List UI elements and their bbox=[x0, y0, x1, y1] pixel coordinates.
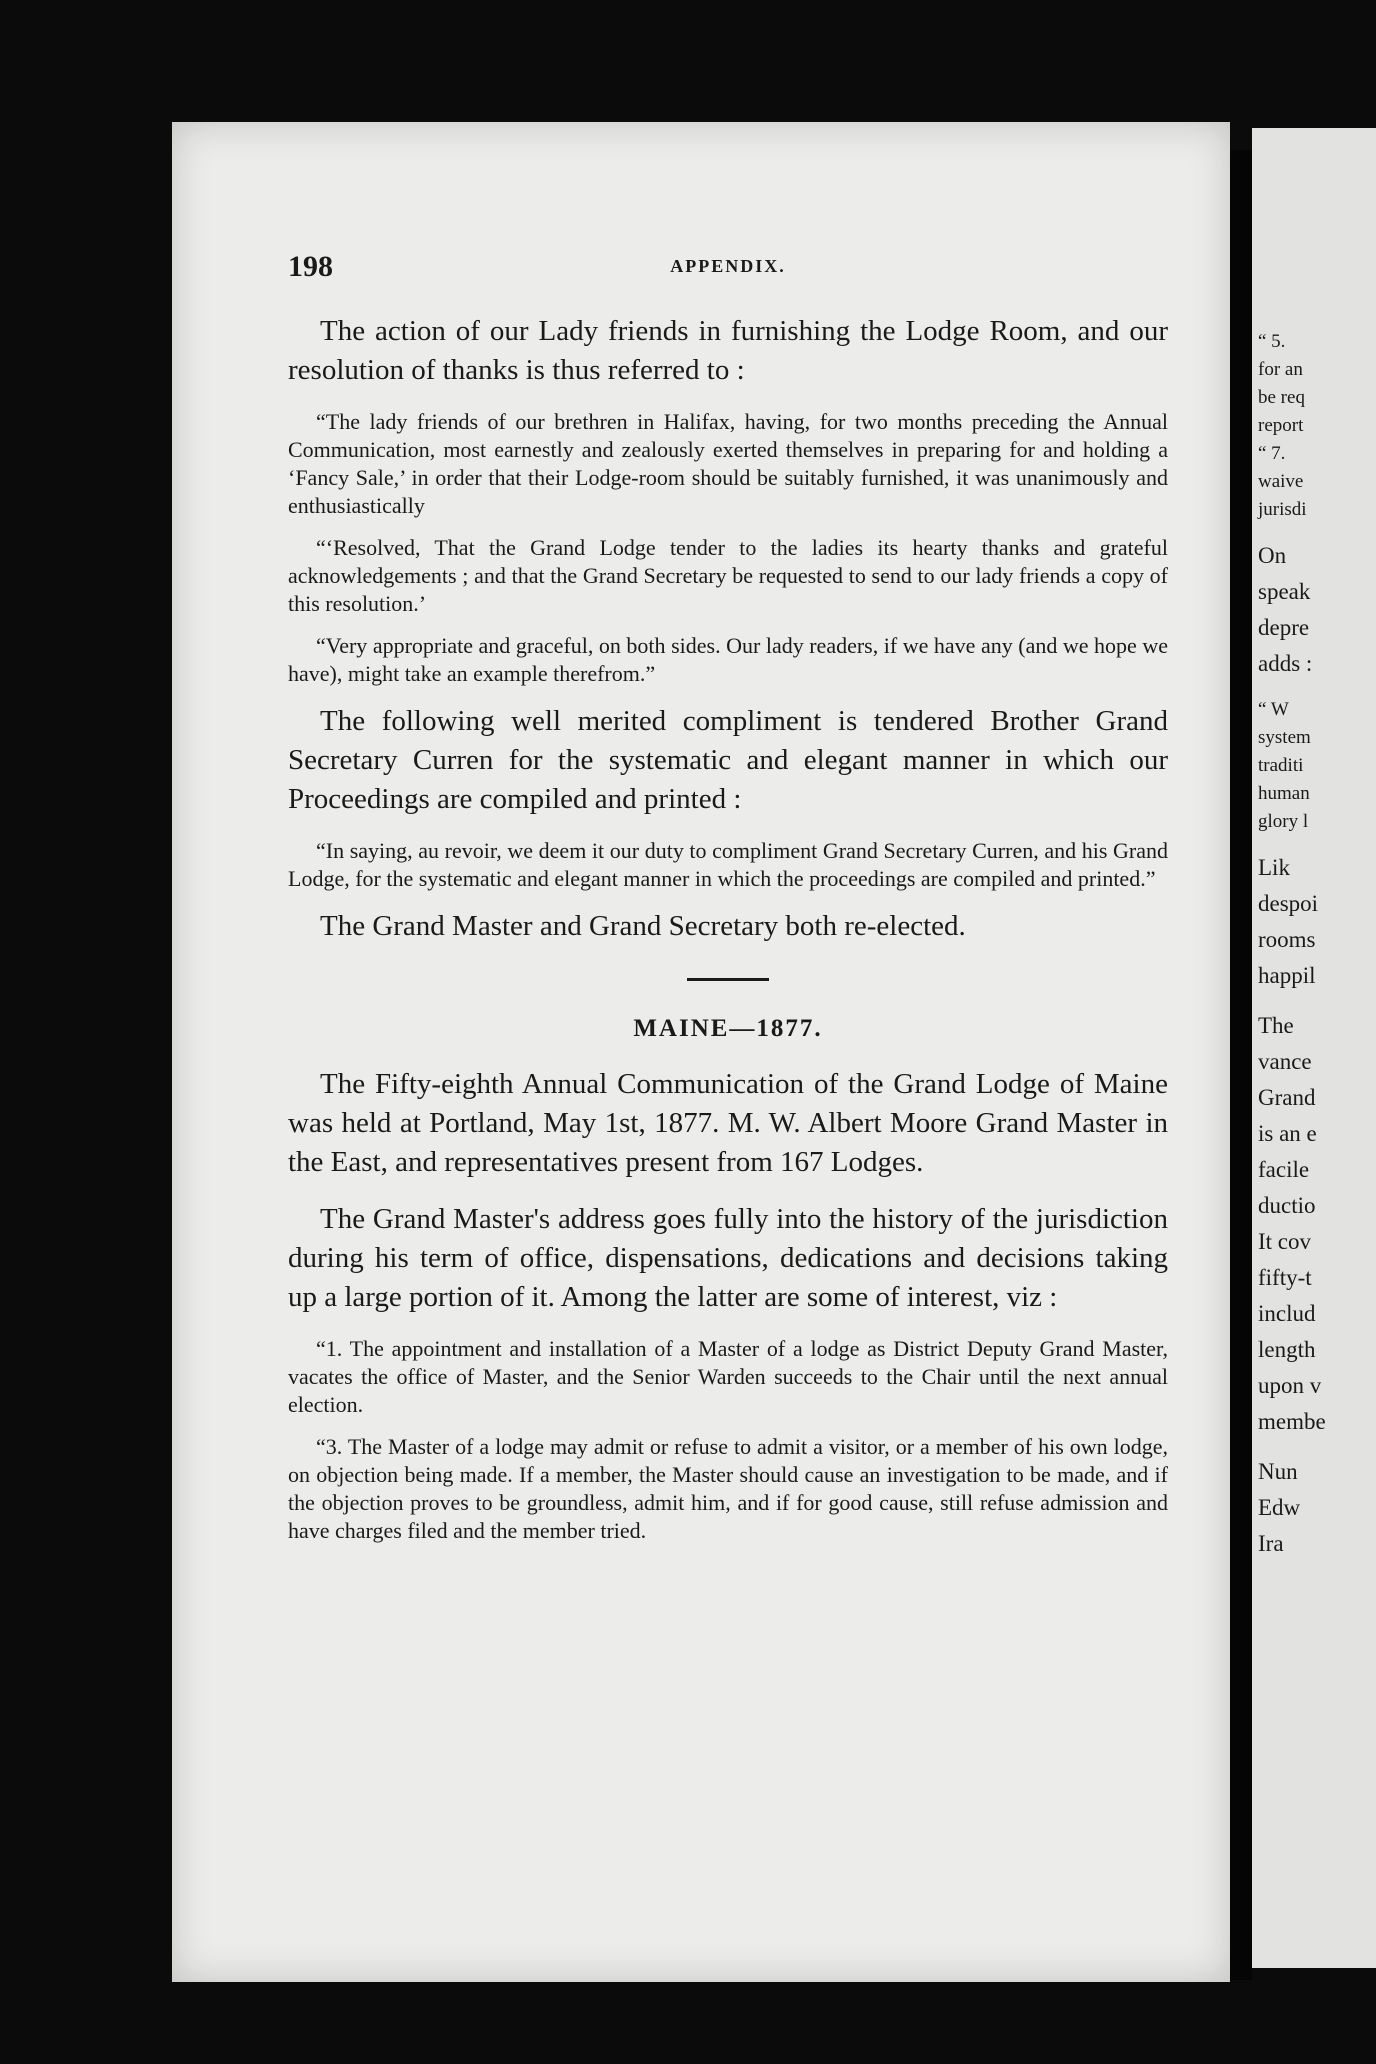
adjacent-line: Ira bbox=[1258, 1531, 1284, 1556]
adjacent-line: Edw bbox=[1258, 1495, 1301, 1520]
adjacent-line: “ 7. bbox=[1258, 443, 1286, 464]
adjacent-line: speak bbox=[1258, 579, 1311, 604]
adjacent-line: ductio bbox=[1258, 1193, 1316, 1218]
adjacent-line: Grand bbox=[1258, 1085, 1316, 1110]
adjacent-page-fragment bbox=[1252, 128, 1376, 1968]
adjacent-line: upon v bbox=[1258, 1373, 1322, 1398]
adjacent-line: jurisdi bbox=[1258, 499, 1307, 520]
quote-decision-3: “3. The Master of a lodge may admit or refuse to admit a visitor, or a member of his own lodge, on objection being made. If a member, the Master should cause an investigation to be made, and if the objection proves to be groundless, admit him, and if for good cause, still refuse admission and have charges filed and the member tried. bbox=[288, 1434, 1168, 1543]
adjacent-line: vance bbox=[1258, 1049, 1312, 1074]
paragraph-grand-master-address: The Grand Master's address goes fully into the history of the jurisdiction during his term of office, dispensations, dedications and decisions taking up a large portion of it. Among the latter are some of interest, viz : bbox=[288, 1203, 1168, 1313]
adjacent-line: human bbox=[1258, 783, 1310, 804]
adjacent-line: despoi bbox=[1258, 891, 1319, 916]
adjacent-line: The bbox=[1258, 1013, 1294, 1038]
adjacent-line: traditi bbox=[1258, 755, 1304, 776]
adjacent-line: for an bbox=[1258, 359, 1303, 380]
adjacent-line: Lik bbox=[1258, 855, 1290, 880]
adjacent-line: “ 5. bbox=[1258, 331, 1286, 352]
adjacent-line: system bbox=[1258, 727, 1311, 748]
page-number: 198 bbox=[288, 250, 333, 283]
adjacent-line: happil bbox=[1258, 963, 1316, 988]
paragraph-lady-friends: The action of our Lady friends in furnishing the Lodge Room, and our resolution of thanks is thus referred to : bbox=[288, 315, 1168, 386]
paragraph-maine-communication: The Fifty-eighth Annual Communication of the Grand Lodge of Maine was held at Portland, May 1st, 1877. M. W. Albert Moore Grand Master in the East, and representatives present from 167 Lodges. bbox=[288, 1068, 1168, 1178]
paragraph-re-elected: The Grand Master and Grand Secretary both re-elected. bbox=[320, 910, 966, 942]
adjacent-line: “ W bbox=[1258, 699, 1289, 720]
adjacent-line: Nun bbox=[1258, 1459, 1298, 1484]
paragraph-compliment: The following well merited compliment is tendered Brother Grand Secretary Curren for the systematic and elegant manner in which our Proceedings are compiled and printed : bbox=[288, 705, 1168, 815]
quote-decision-1: “1. The appointment and installation of a Master of a lodge as District Deputy Grand Master, vacates the office of Master, and the Senior Warden succeeds to the Chair until the next annual election. bbox=[288, 1336, 1168, 1417]
page-header bbox=[288, 250, 1168, 290]
running-head: APPENDIX. bbox=[670, 256, 786, 276]
adjacent-line: depre bbox=[1258, 615, 1310, 640]
adjacent-line: waive bbox=[1258, 471, 1304, 492]
book-page-198 bbox=[172, 122, 1230, 1982]
adjacent-line: It cov bbox=[1258, 1229, 1312, 1254]
adjacent-line: is an e bbox=[1258, 1121, 1317, 1146]
adjacent-line: includ bbox=[1258, 1301, 1316, 1326]
page-body bbox=[288, 312, 1168, 1559]
section-title-maine: MAINE—1877. bbox=[633, 1015, 823, 1042]
adjacent-line: length bbox=[1258, 1337, 1316, 1362]
quote-resolved: “‘Resolved, That the Grand Lodge tender to the ladies its hearty thanks and grateful acknowledgements ; and that the Grand Secretary be requested to send to our lady friends a copy of this resolution.’ bbox=[288, 535, 1168, 616]
adjacent-line: rooms bbox=[1258, 927, 1316, 952]
adjacent-line: membe bbox=[1258, 1409, 1326, 1434]
adjacent-line: adds : bbox=[1258, 651, 1313, 676]
adjacent-line: glory l bbox=[1258, 811, 1309, 832]
quote-halifax: “The lady friends of our brethren in Halifax, having, for two months preceding the Annual Communication, most earnestly and zealously exerted themselves in preparing for and holding a ‘Fancy Sale,’ in order that their Lodge-room should be suitably furnished, it was unanimously and enthusiastically bbox=[288, 409, 1168, 518]
adjacent-line: On bbox=[1258, 543, 1287, 568]
book-gutter bbox=[1230, 150, 1252, 1980]
quote-appropriate: “Very appropriate and graceful, on both sides. Our lady readers, if we have any (and we hope we have), might take an example therefrom.” bbox=[288, 633, 1168, 686]
adjacent-line: report bbox=[1258, 415, 1304, 436]
quote-au-revoir: “In saying, au revoir, we deem it our duty to compliment Grand Secretary Curren, and his Grand Lodge, for the systematic and elegant manner in which the proceedings are compiled and printed.” bbox=[288, 838, 1168, 891]
adjacent-line: facile bbox=[1258, 1157, 1310, 1182]
adjacent-line: be req bbox=[1258, 387, 1305, 408]
adjacent-line: fifty-t bbox=[1258, 1265, 1312, 1290]
section-divider bbox=[687, 978, 769, 981]
